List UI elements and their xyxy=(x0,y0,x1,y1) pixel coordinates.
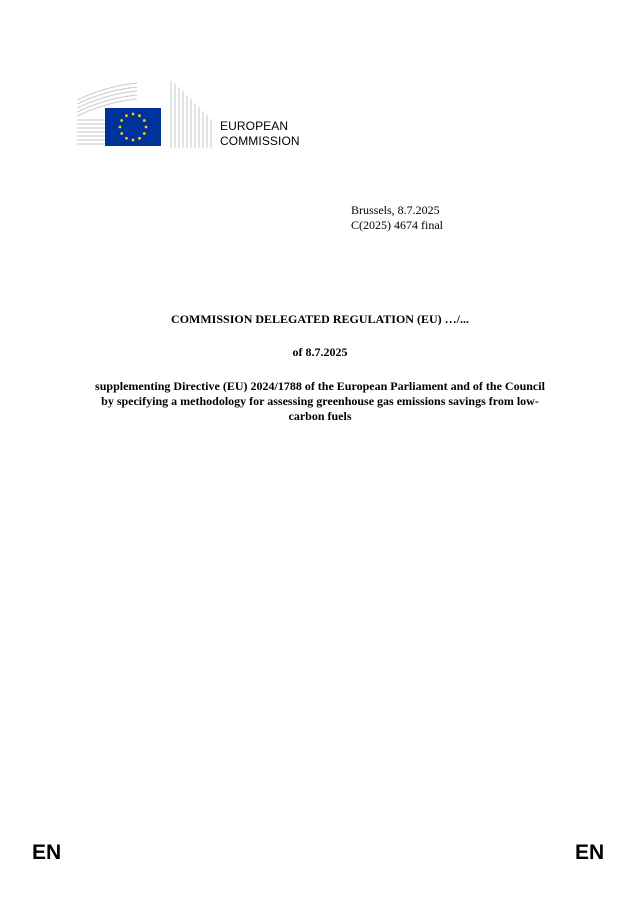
subject-line-1: supplementing Directive (EU) 2024/1788 of the European Parliament and of the Council xyxy=(95,379,545,393)
document-type-title: COMMISSION DELEGATED REGULATION (EU) …/... xyxy=(171,312,469,326)
subject-line-2: by specifying a methodology for assessing greenhouse gas emissions savings from low- xyxy=(101,394,539,408)
reference-block xyxy=(351,203,443,233)
organisation-name-line1: EUROPEAN xyxy=(220,119,289,133)
european-commission-logo xyxy=(77,81,217,149)
organisation-name xyxy=(220,119,300,149)
document-number: C(2025) 4674 final xyxy=(351,218,443,232)
document-date: of 8.7.2025 xyxy=(292,345,348,359)
building-right-stripes xyxy=(171,81,211,148)
language-code-left: EN xyxy=(32,841,62,864)
organisation-name-line2: COMMISSION xyxy=(220,134,300,148)
place-and-date: Brussels, 8.7.2025 xyxy=(351,203,440,217)
language-code-right: EN xyxy=(575,841,605,864)
subject-line-3: carbon fuels xyxy=(288,409,352,423)
document-subject xyxy=(78,379,562,424)
